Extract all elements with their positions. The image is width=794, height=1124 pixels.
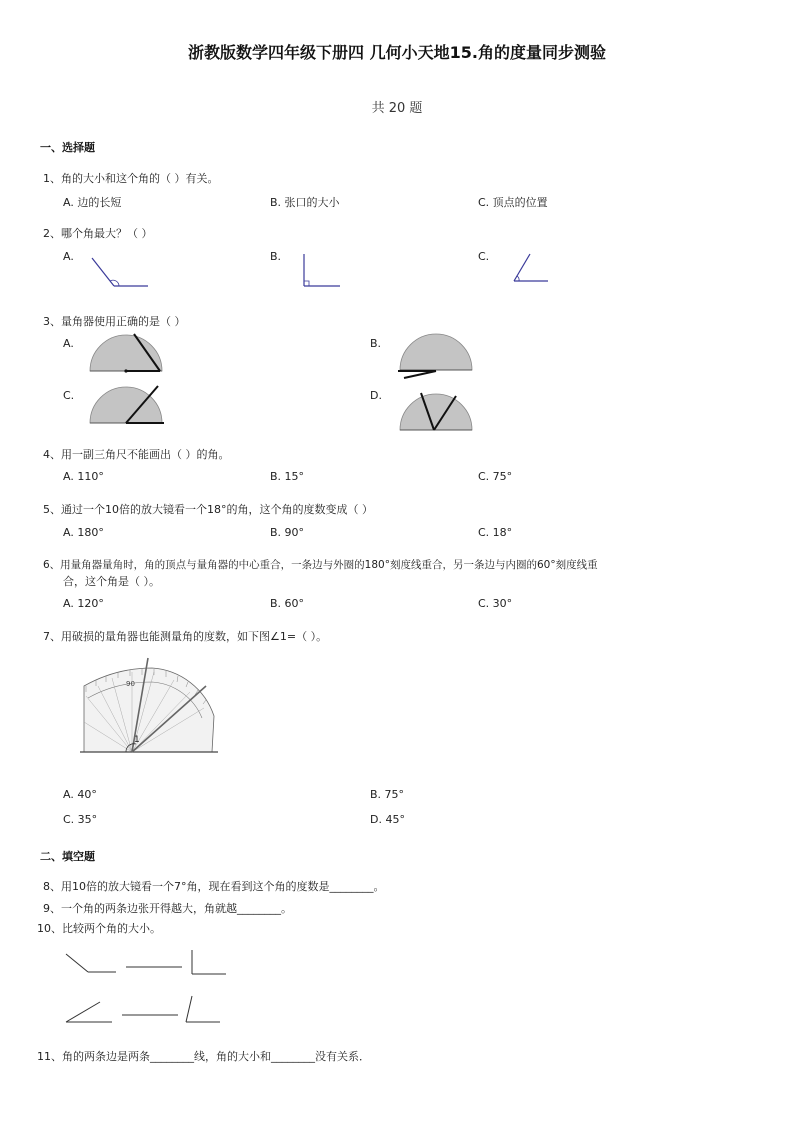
q1-option-c[interactable]: C. 顶点的位置 (478, 196, 548, 209)
q5-option-b[interactable]: B. 90° (270, 526, 305, 539)
q7-option-a[interactable]: A. 40° (63, 788, 97, 801)
q7-option-d[interactable]: D. 45° (370, 813, 405, 826)
q7-angle-label: 1 (134, 735, 140, 745)
q5-option-a[interactable]: A. 180° (63, 526, 104, 539)
q10-angles-row-1-figure (62, 948, 232, 978)
question-1: 1、角的大小和这个角的（ ）有关。 (43, 172, 219, 185)
question-11: 11、角的两条边是两条________线，角的大小和________没有关系． (37, 1050, 370, 1063)
q4-option-a[interactable]: A. 110° (63, 470, 104, 483)
q6-option-b[interactable]: B. 60° (270, 597, 305, 610)
question-9: 9、一个角的两条边张开得越大，角就越________。 (43, 902, 292, 915)
q5-option-c[interactable]: C. 18° (478, 526, 513, 539)
q2-angle-b-figure (300, 252, 344, 292)
q3-option-a[interactable]: A. (63, 337, 74, 350)
q3-option-d[interactable]: D. (370, 389, 382, 402)
page-title: 浙教版数学四年级下册四 几何小天地15.角的度量同步测验 (188, 43, 606, 62)
question-4: 4、用一副三角尺不能画出（ ）的角。 (43, 448, 230, 461)
question-2: 2、哪个角最大？（ ） (43, 227, 153, 240)
q3-option-b[interactable]: B. (370, 337, 382, 350)
q7-option-c[interactable]: C. 35° (63, 813, 98, 826)
q3-option-c[interactable]: C. (63, 389, 75, 402)
question-8: 8、用10倍的放大镜看一个7°角，现在看到这个角的度数是________。 (43, 880, 385, 893)
q1-option-a[interactable]: A. 边的长短 (63, 196, 122, 209)
q2-option-a[interactable]: A. (63, 250, 74, 263)
q1-option-b[interactable]: B. 张口的大小 (270, 196, 340, 209)
question-10: 10、比较两个角的大小。 (37, 922, 161, 935)
q4-option-c[interactable]: C. 75° (478, 470, 513, 483)
q7-broken-protractor-figure (76, 656, 226, 760)
q2-option-b[interactable]: B. (270, 250, 282, 263)
q3-protractor-a-figure (88, 332, 164, 376)
q3-protractor-b-figure (396, 334, 476, 380)
q3-protractor-c-figure (88, 384, 164, 428)
q7-option-b[interactable]: B. 75° (370, 788, 405, 801)
question-5: 5、通过一个10倍的放大镜看一个18°的角，这个角的度数变成（ ） (43, 503, 373, 516)
question-3: 3、量角器使用正确的是（ ） (43, 315, 186, 328)
q6-option-a[interactable]: A. 120° (63, 597, 104, 610)
q2-angle-c-figure (508, 252, 552, 288)
question-6-line-2: 合，这个角是（ ）。 (63, 575, 160, 588)
q3-protractor-d-figure (396, 388, 476, 434)
q7-protractor-scale-label: 90 (126, 680, 135, 688)
section-fill-heading: 二、填空题 (40, 850, 95, 863)
q6-option-c[interactable]: C. 30° (478, 597, 513, 610)
question-count: 共 20 题 (371, 101, 423, 116)
section-choice-heading: 一、选择题 (40, 141, 95, 154)
question-7: 7、用破损的量角器也能测量角的度数，如下图∠1=（ ）。 (43, 630, 328, 643)
q10-angles-row-2-figure (62, 994, 232, 1026)
q2-option-c[interactable]: C. (478, 250, 490, 263)
question-6-line-1: 6、用量角器量角时，角的顶点与量角器的中心重合，一条边与外圈的180°刻度线重合，另一条边与内圈的60°刻度线重 (43, 559, 598, 571)
q4-option-b[interactable]: B. 15° (270, 470, 305, 483)
q2-angle-a-figure (88, 252, 152, 292)
